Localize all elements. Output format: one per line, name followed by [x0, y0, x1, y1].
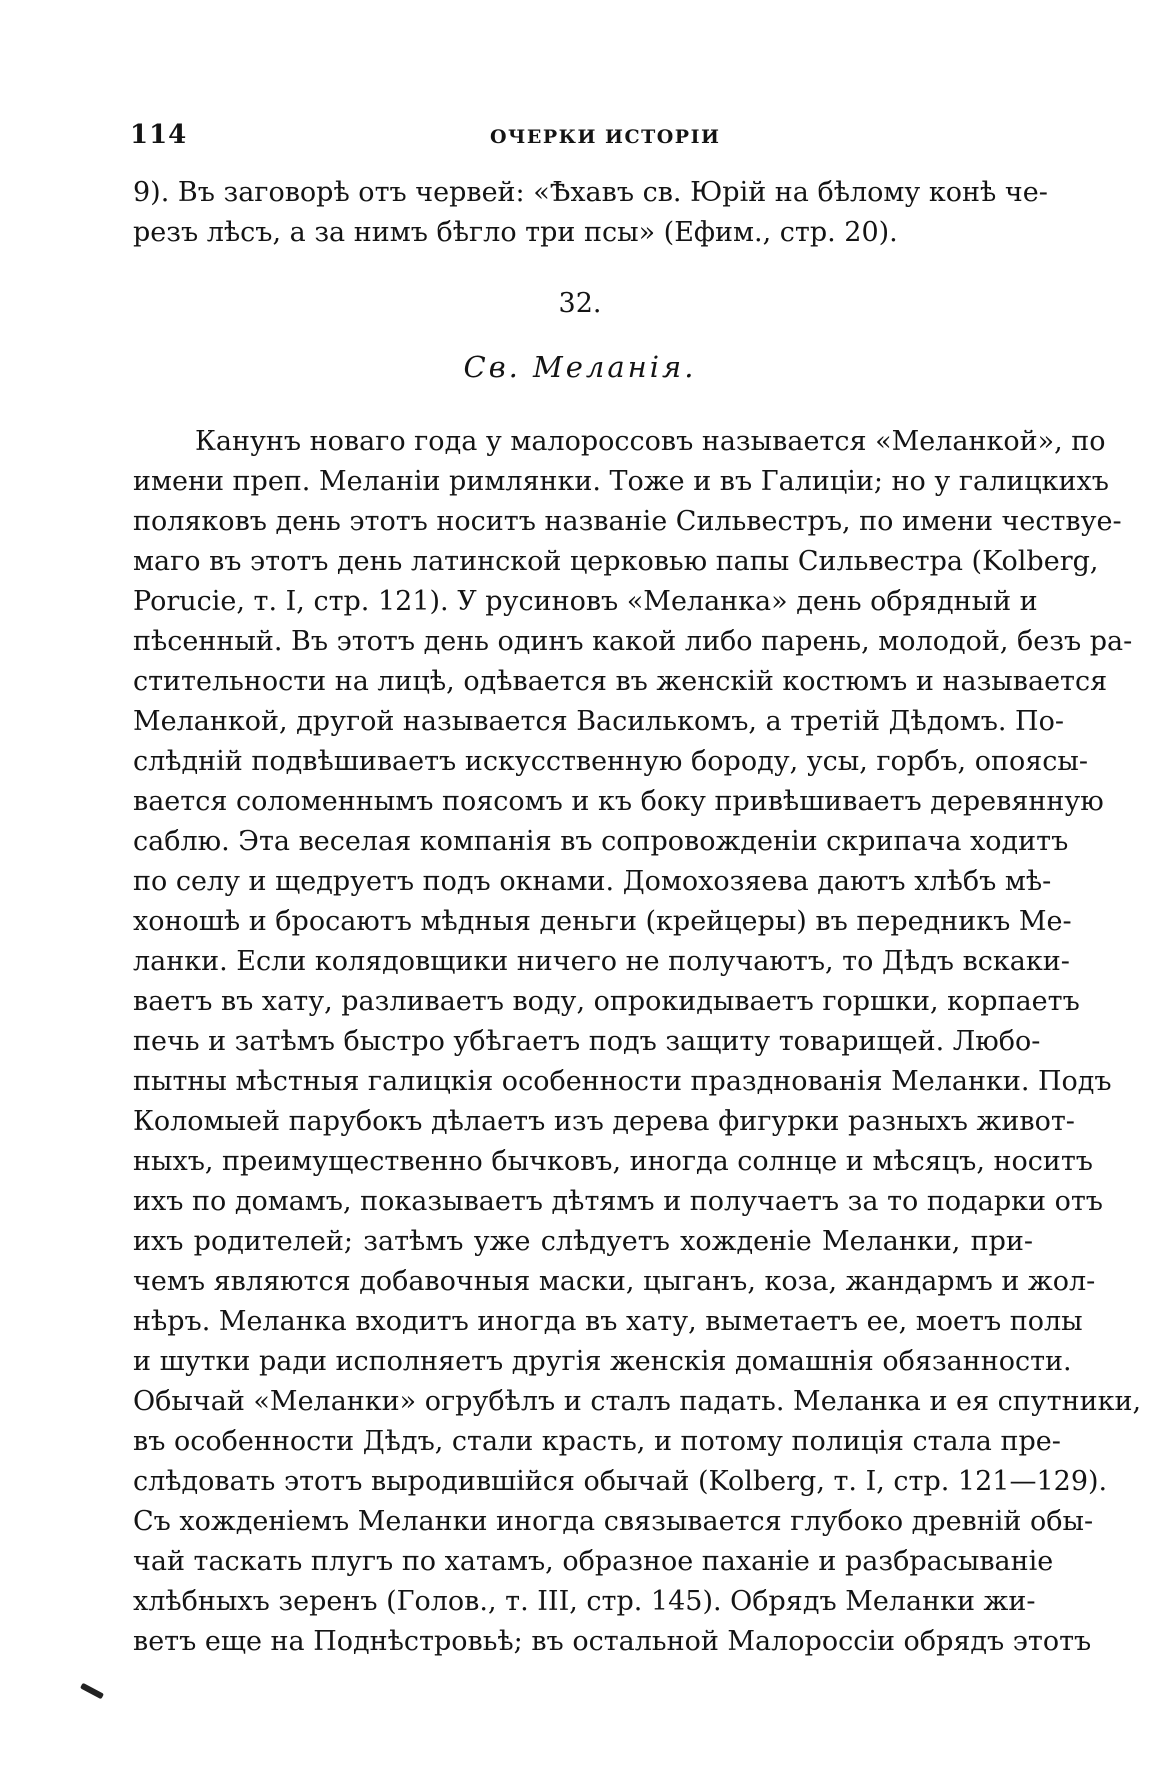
- text-line: чай таскать плугъ по хатамъ, образное паханіе и разбрасываніе: [133, 1546, 1054, 1577]
- text-line: въ особенности Дѣдъ, стали красть, и потому полиція стала пре-: [133, 1426, 1061, 1457]
- text-line: Коломыей парубокъ дѣлаетъ изъ дерева фигурки разныхъ живот-: [133, 1106, 1075, 1137]
- text-line: маго въ этотъ день латинской церковью папы Сильвестра (Kolberg,: [133, 546, 1099, 577]
- continuation-paragraph: [133, 173, 1048, 253]
- text-line: хлѣбныхъ зеренъ (Голов., т. III, стр. 145). Обрядъ Меланки жи-: [133, 1586, 1036, 1617]
- text-line: Канунъ новаго года у малороссовъ называется «Меланкой», по: [195, 426, 1106, 457]
- text-line: Меланкой, другой называется Василькомъ, а третій Дѣдомъ. По-: [133, 706, 1064, 737]
- text-line: 9). Въ заговорѣ отъ червей: «Ѣхавъ св. Юрій на бѣлому конѣ че-: [133, 177, 1048, 208]
- text-line: пѣсенный. Въ этотъ день одинъ какой либо парень, молодой, безъ ра-: [133, 626, 1133, 657]
- text-line: ихъ по домамъ, показываетъ дѣтямъ и получаетъ за то подарки отъ: [133, 1186, 1103, 1217]
- text-line: поляковъ день этотъ носитъ названіе Сильвестръ, по имени чествуе-: [133, 506, 1122, 537]
- text-line: ихъ родителей; затѣмъ уже слѣдуетъ хожденіе Меланки, при-: [133, 1226, 1033, 1257]
- text-line: саблю. Эта веселая компанія въ сопровожденіи скрипача ходитъ: [133, 826, 1069, 857]
- text-line: Обычай «Меланки» огрубѣлъ и сталъ падать. Меланка и ея спутники,: [133, 1386, 1142, 1417]
- text-line: стительности на лицѣ, одѣвается въ женскій костюмъ и называется: [133, 666, 1108, 697]
- text-line: вается соломеннымъ поясомъ и къ боку привѣшиваетъ деревянную: [133, 786, 1104, 817]
- text-line: слѣдовать этотъ выродившійся обычай (Kolberg, т. I, стр. 121—129).: [133, 1466, 1108, 1497]
- text-line: Porucie, т. I, стр. 121). У русиновъ «Меланка» день обрядный и: [133, 586, 1038, 617]
- text-line: Съ хожденіемъ Меланки иногда связывается глубоко древній обы-: [133, 1506, 1094, 1537]
- page-number: 114: [130, 120, 188, 150]
- text-line: резъ лѣсъ, а за нимъ бѣгло три псы» (Ефим., стр. 20).: [133, 217, 898, 248]
- page-header: [130, 120, 1035, 156]
- text-line: чемъ являются добавочныя маски, цыганъ, коза, жандармъ и жол-: [133, 1266, 1096, 1297]
- text-line: по селу и щедруетъ подъ окнами. Домохозяева даютъ хлѣбъ мѣ-: [133, 866, 1052, 897]
- main-paragraph: [133, 422, 1142, 1662]
- text-line: ныхъ, преимущественно бычковъ, иногда солнце и мѣсяцъ, носитъ: [133, 1146, 1093, 1177]
- text-line: ваетъ въ хату, разливаетъ воду, опрокидываетъ горшки, корпаетъ: [133, 986, 1080, 1017]
- text-line: имени преп. Меланіи римлянки. Тоже и въ Галиціи; но у галицкихъ: [133, 466, 1109, 497]
- section-number: 32.: [558, 288, 602, 319]
- text-line: печь и затѣмъ быстро убѣгаетъ подъ защиту товарищей. Любо-: [133, 1026, 1041, 1057]
- text-line: ветъ еще на Поднѣстровьѣ; въ остальной Малороссіи обрядъ этотъ: [133, 1626, 1092, 1657]
- running-title: ОЧЕРКИ ИСТОРІИ: [490, 126, 721, 148]
- ink-mark: [80, 1683, 104, 1700]
- text-line: и шутки ради исполняетъ другія женскія домашнія обязанности.: [133, 1346, 1072, 1377]
- text-line: слѣдній подвѣшиваетъ искусственную бороду, усы, горбъ, опоясы-: [133, 746, 1088, 777]
- text-line: ланки. Если колядовщики ничего не получаютъ, то Дѣдъ вскаки-: [133, 946, 1070, 977]
- text-line: пытны мѣстныя галицкія особенности празднованія Меланки. Подъ: [133, 1066, 1112, 1097]
- text-line: хоношѣ и бросаютъ мѣдныя деньги (крейцеры) въ передникъ Ме-: [133, 906, 1072, 937]
- text-line: нѣръ. Меланка входитъ иногда въ хату, выметаетъ ее, моетъ полы: [133, 1306, 1083, 1337]
- section-title: Св. Меланія.: [463, 350, 697, 384]
